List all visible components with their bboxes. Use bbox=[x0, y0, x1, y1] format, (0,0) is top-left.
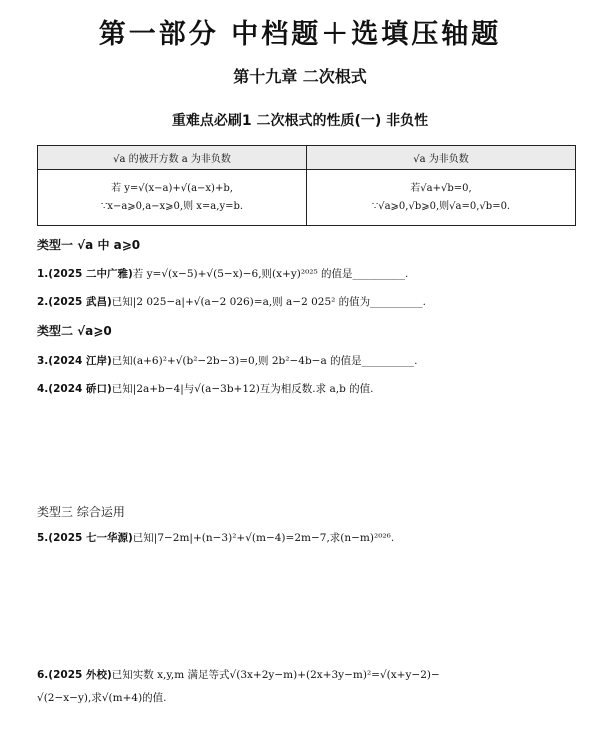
question-text: 若 y=√(x−5)+√(5−x)−6,则(x+y)²⁰²⁵ 的值是__________. bbox=[132, 268, 409, 280]
cell-text-line: 若√a+√b=0, bbox=[410, 182, 472, 194]
question-5 bbox=[37, 530, 394, 545]
question-source: (2024 江岸) bbox=[48, 355, 112, 367]
question-6 bbox=[37, 667, 440, 682]
properties-table bbox=[37, 145, 576, 226]
question-text: 已知|2 025−a|+√(a−2 026)=a,则 a−2 025² 的值为__________. bbox=[111, 296, 427, 308]
type-one-heading: 类型一 √a 中 a⩾0 bbox=[37, 238, 141, 252]
table-cell-root bbox=[307, 170, 576, 226]
chapter-title: 第十九章 二次根式 bbox=[233, 67, 367, 86]
type-two-heading: 类型二 √a⩾0 bbox=[37, 324, 112, 338]
question-1 bbox=[37, 266, 408, 281]
question-text: 已知实数 x,y,m 满足等式√(3x+2y−m)+(2x+3y−m)²=√(x+y−2)− bbox=[111, 669, 440, 681]
question-6-continuation: √(2−x−y),求√(m+4)的值. bbox=[37, 692, 167, 704]
table-cell-radicand bbox=[38, 170, 307, 226]
question-source: (2025 武昌) bbox=[48, 296, 112, 308]
question-number: 1. bbox=[37, 268, 49, 280]
question-number: 4. bbox=[37, 383, 49, 395]
question-text: 已知|2a+b−4|与√(a−3b+12)互为相反数.求 a,b 的值. bbox=[111, 383, 374, 395]
main-title: 第一部分 中档题＋选填压轴题 bbox=[98, 19, 502, 50]
type-three-heading: 类型三 综合运用 bbox=[37, 505, 125, 519]
cell-text-line: ∵x−a⩾0,a−x⩾0,则 x=a,y=b. bbox=[100, 200, 244, 212]
question-number: 6. bbox=[37, 669, 49, 681]
question-3 bbox=[37, 353, 417, 368]
question-text: 已知|7−2m|+(n−3)²+√(m−4)=2m−7,求(n−m)²⁰²⁶. bbox=[132, 532, 395, 544]
question-number: 2. bbox=[37, 296, 49, 308]
section-title: 重难点必刷1 二次根式的性质(一) 非负性 bbox=[171, 113, 429, 129]
question-4 bbox=[37, 381, 373, 396]
question-source: (2024 硚口) bbox=[48, 383, 112, 395]
question-source: (2025 外校) bbox=[48, 669, 112, 681]
question-source: (2025 二中广雅) bbox=[48, 268, 133, 280]
question-source: (2025 七一华源) bbox=[48, 532, 133, 544]
cell-text-line: ∵√a⩾0,√b⩾0,则√a=0,√b=0. bbox=[371, 200, 511, 212]
question-text: 已知(a+6)²+√(b²−2b−3)=0,则 2b²−4b−a 的值是__________. bbox=[111, 355, 418, 367]
table-header-root: √a 为非负数 bbox=[307, 146, 576, 170]
question-number: 3. bbox=[37, 355, 49, 367]
question-number: 5. bbox=[37, 532, 49, 544]
question-2 bbox=[37, 294, 426, 309]
table-header-radicand: √a 的被开方数 a 为非负数 bbox=[38, 146, 307, 170]
cell-text-line: 若 y=√(x−a)+√(a−x)+b, bbox=[111, 182, 233, 194]
